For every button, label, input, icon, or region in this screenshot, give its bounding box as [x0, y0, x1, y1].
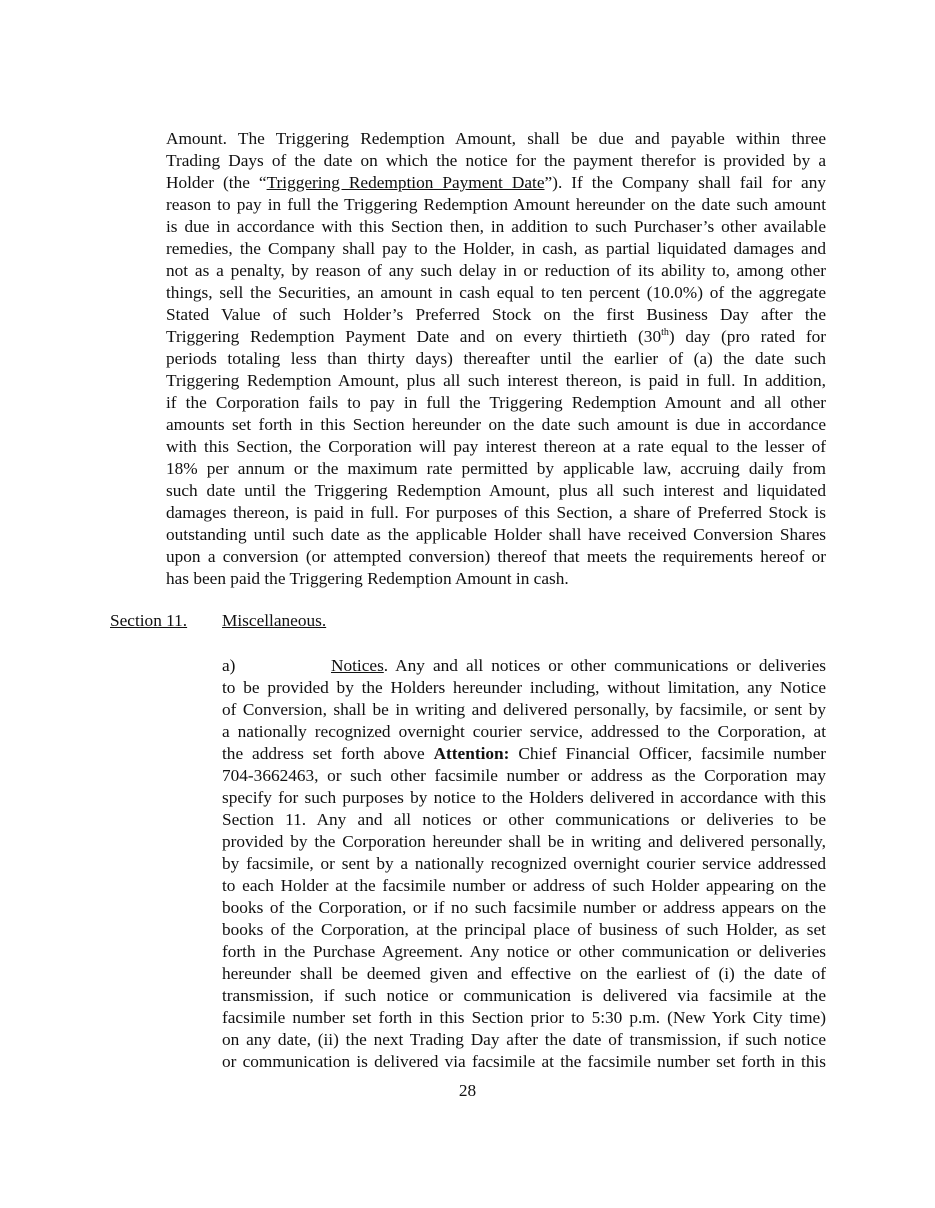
text-line: has been paid the Triggering Redemption Amount in cash.	[166, 569, 569, 588]
text-line: if the Corporation fails to pay in full the Triggering Redemption Amount and all other	[166, 393, 826, 412]
item-label: a)	[222, 656, 236, 675]
text-line	[222, 655, 826, 677]
text-line: not as a penalty, by reason of any such delay in or reduction of its ability to, among other	[166, 261, 826, 280]
text-line: Triggering Redemption Amount, plus all such interest thereon, is paid in full. In addition,	[166, 371, 826, 390]
attention-label: Attention:	[433, 744, 510, 763]
text-line: books of the Corporation, at the principal place of business of such Holder, as set	[222, 920, 826, 939]
text-line: damages thereon, is paid in full. For purposes of this Section, a share of Preferred Stock is	[166, 503, 826, 522]
text-line: Amount. The Triggering Redemption Amount, shall be due and payable within three	[166, 129, 826, 148]
text-line: transmission, if such notice or communication is delivered via facsimile at the	[222, 986, 826, 1005]
defined-term-triggering-redemption-payment-date: Triggering Redemption Payment Date	[266, 173, 545, 192]
text-line: upon a conversion (or attempted conversion) thereof that meets the requirements hereof or	[166, 547, 826, 566]
text-line: periods totaling less than thirty days) thereafter until the earlier of (a) the date such	[166, 349, 826, 368]
text-line	[166, 326, 826, 348]
text-line: things, sell the Securities, an amount in cash equal to ten percent (10.0%) of the aggregate	[166, 283, 826, 302]
text-line: books of the Corporation, or if no such facsimile number or address appears on the	[222, 898, 826, 917]
text-line: reason to pay in full the Triggering Redemption Amount hereunder on the date such amount	[166, 195, 826, 214]
text-fragment: Chief Financial Officer, facsimile number	[509, 744, 826, 763]
text-line: with this Section, the Corporation will pay interest thereon at a rate equal to the lesser of	[166, 437, 826, 456]
text-line: of Conversion, shall be in writing and delivered personally, by facsimile, or sent by	[222, 700, 826, 719]
text-line	[166, 172, 826, 194]
text-line: 704-3662463, or such other facsimile number or address as the Corporation may	[222, 766, 826, 785]
text-line: on any date, (ii) the next Trading Day after the date of transmission, if such notice	[222, 1030, 826, 1049]
text-fragment: the address set forth above	[222, 744, 434, 763]
text-line: or communication is delivered via facsimile at the facsimile number set forth in this	[222, 1052, 826, 1071]
text-line: to each Holder at the facsimile number or address of such Holder appearing on the	[222, 876, 826, 895]
text-fragment: Triggering Redemption Payment Date and on every thirtieth (30	[166, 327, 662, 346]
text-line: a nationally recognized overnight courier service, addressed to the Corporation, at	[222, 722, 826, 741]
text-fragment: . Any and all notices or other communications or deliveries	[383, 656, 826, 675]
text-line: hereunder shall be deemed given and effective on the earliest of (i) the date of	[222, 964, 826, 983]
text-line: provided by the Corporation hereunder shall be in writing and delivered personally,	[222, 832, 826, 851]
text-line: Section 11. Any and all notices or other communications or deliveries to be	[222, 810, 826, 829]
text-line: amounts set forth in this Section hereunder on the date such amount is due in accordance	[166, 415, 826, 434]
text-line: Stated Value of such Holder’s Preferred Stock on the first Business Day after the	[166, 305, 826, 324]
text-line: by facsimile, or sent by a nationally recognized overnight courier service addressed	[222, 854, 826, 873]
text-line: Trading Days of the date on which the notice for the payment therefor is provided by a	[166, 151, 826, 170]
text-fragment: ) day (pro rated for	[668, 327, 826, 346]
text-line: remedies, the Company shall pay to the Holder, in cash, as partial liquidated damages and	[166, 239, 826, 258]
text-line: such date until the Triggering Redemption Amount, plus all such interest and liquidated	[166, 481, 826, 500]
text-line: facsimile number set forth in this Section prior to 5:30 p.m. (New York City time)	[222, 1008, 826, 1027]
text-line: 18% per annum or the maximum rate permitted by applicable law, accruing daily from	[166, 459, 826, 478]
notices-paragraph	[222, 655, 826, 1073]
text-line: forth in the Purchase Agreement. Any notice or other communication or deliveries	[222, 942, 826, 961]
superscript: th	[661, 327, 669, 339]
text-line: outstanding until such date as the applicable Holder shall have received Conversion Shares	[166, 525, 826, 544]
item-title-notices: Notices	[331, 656, 384, 675]
text-line: is due in accordance with this Section then, in addition to such Purchaser’s other available	[166, 217, 826, 236]
text-line: specify for such purposes by notice to the Holders delivered in accordance with this	[222, 788, 826, 807]
text-line: to be provided by the Holders hereunder including, without limitation, any Notice	[222, 678, 826, 697]
section-title: Miscellaneous.	[222, 611, 327, 630]
page-number: 28	[458, 1081, 477, 1100]
text-line	[222, 743, 826, 765]
redemption-paragraph	[166, 128, 826, 590]
text-fragment: Holder (the “	[166, 173, 267, 192]
section-number: Section 11.	[110, 611, 188, 630]
text-fragment: ”). If the Company shall fail for any	[544, 173, 826, 192]
